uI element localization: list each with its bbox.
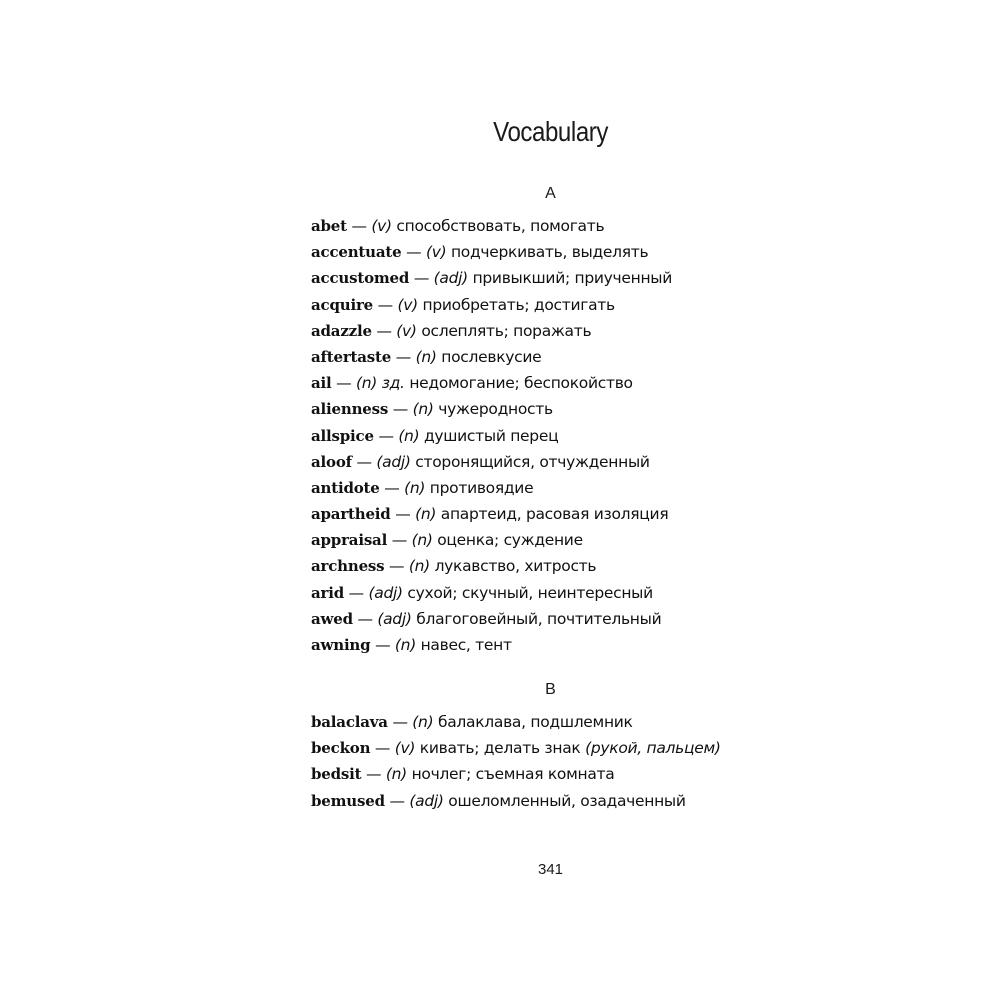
entry-definition: привыкший; приученный [472,269,673,288]
entry-part-of-speech: (n) [415,347,437,366]
vocabulary-entry [311,370,731,396]
section-letter-b: B [545,681,556,698]
entry-term: accustomed [311,269,410,288]
entry-part-of-speech: (v) [394,739,416,758]
entry-term: adazzle [311,321,372,340]
entry-part-of-speech: (n) [404,478,426,497]
vocabulary-entry [311,709,731,735]
entry-term: acquire [311,295,373,314]
entry-dash: — [357,609,373,628]
entry-part-of-speech: (n) [411,531,433,550]
entry-dash: — [348,583,364,602]
entry-definition: послевкусие [441,347,542,366]
entry-dash: — [336,374,352,393]
entry-term: awning [311,636,371,654]
entry-term: aftertaste [311,347,392,366]
vocabulary-entry [311,501,731,527]
entry-dash: — [366,765,382,784]
entry-part-of-speech: (adj) [368,583,403,602]
vocabulary-entry [311,213,731,239]
entry-term: alienness [311,400,389,419]
entry-part-of-speech: (n) [408,557,430,576]
entry-dash: — [395,505,411,524]
entry-term: archness [311,557,385,576]
entry-usage-note: зд. [381,374,405,393]
vocabulary-entry [311,292,731,318]
vocabulary-entry [311,396,731,422]
entry-term: apartheid [311,505,391,524]
entry-usage-note: (рукой, пальцем) [585,739,721,758]
vocabulary-entry [311,553,731,579]
vocabulary-entry [311,735,731,761]
entry-definition: кивать; делать знак [419,739,581,758]
entry-definition: недомогание; беспокойство [409,374,633,393]
entry-dash: — [374,739,391,758]
vocabulary-entry [311,761,731,787]
entry-part-of-speech: (v) [371,217,392,235]
section-letter-a: A [545,185,556,202]
entry-dash: — [389,557,405,576]
entry-definition: оценка; суждение [437,531,583,550]
entry-part-of-speech: (v) [397,295,418,314]
entry-dash: — [351,217,367,235]
entry-definition: душистый перец [423,426,559,445]
section-a-entries [311,213,731,658]
entry-definition: приобретать; достигать [422,295,615,314]
entry-part-of-speech: (n) [385,765,407,784]
section-b-entries [311,709,731,814]
entry-dash: — [392,713,408,731]
entry-dash: — [356,452,372,471]
entry-part-of-speech: (n) [398,426,420,445]
entry-term: bemused [311,791,385,810]
entry-definition: подчеркивать, выделять [450,243,649,262]
vocabulary-entry [311,606,731,632]
vocabulary-entry [311,527,731,553]
entry-term: beckon [311,739,371,758]
entry-definition: лукавство, хитрость [434,557,597,576]
entry-term: awed [311,609,353,628]
vocabulary-entry [311,239,731,265]
entry-definition: ошеломленный, озадаченный [448,791,686,810]
entry-dash: — [391,531,407,550]
entry-dash: — [395,347,411,366]
entry-part-of-speech: (n) [356,374,378,393]
entry-definition: благоговейный, почтительный [416,609,662,628]
entry-part-of-speech: (n) [415,505,437,524]
entry-part-of-speech: (n) [394,636,416,654]
entry-term: antidote [311,478,380,497]
entry-dash: — [384,478,400,497]
entry-part-of-speech: (adj) [409,791,444,810]
page-number: 341 [537,861,564,878]
entry-definition: способствовать, помогать [396,217,605,235]
vocabulary-entry [311,265,731,291]
entry-dash: — [378,426,394,445]
entry-definition: противоядие [429,478,534,497]
entry-dash: — [377,295,393,314]
entry-definition: сторонящийся, отчужденный [415,452,650,471]
entry-definition: чужеродность [438,400,553,419]
entry-part-of-speech: (adj) [433,269,468,288]
entry-part-of-speech: (n) [412,713,434,731]
entry-definition: ослеплять; поражать [421,321,592,340]
vocabulary-entry [311,475,731,501]
entry-definition: ночлег; съемная комната [411,765,615,784]
vocabulary-entry [311,344,731,370]
vocabulary-entry [311,449,731,475]
entry-definition: навес, тент [420,636,512,654]
entry-term: appraisal [311,531,388,550]
vocabulary-entry [311,318,731,344]
entry-dash: — [406,243,422,262]
entry-part-of-speech: (adj) [376,452,411,471]
entry-dash: — [375,636,391,654]
vocabulary-entry [311,788,731,814]
entry-definition: сухой; скучный, неинтересный [407,583,653,602]
entry-definition: апартеид, расовая изоляция [440,505,669,524]
entry-definition: балаклава, подшлемник [437,713,633,731]
page-title: Vocabulary [493,116,608,147]
entry-term: abet [311,217,347,235]
entry-term: balaclava [311,713,388,731]
vocabulary-entry [311,580,731,606]
entry-part-of-speech: (v) [425,243,447,262]
entry-part-of-speech: (n) [412,400,434,419]
entry-term: aloof [311,452,352,471]
entry-term: bedsit [311,765,362,784]
entry-term: accentuate [311,243,402,262]
entry-term: allspice [311,426,374,445]
entry-term: ail [311,374,332,393]
vocabulary-entry [311,632,731,658]
entry-dash: — [376,321,392,340]
entry-dash: — [392,400,408,419]
vocabulary-entry [311,423,731,449]
entry-part-of-speech: (adj) [377,609,412,628]
entry-dash: — [389,791,405,810]
entry-part-of-speech: (v) [396,321,417,340]
entry-dash: — [413,269,430,288]
entry-term: arid [311,583,345,602]
